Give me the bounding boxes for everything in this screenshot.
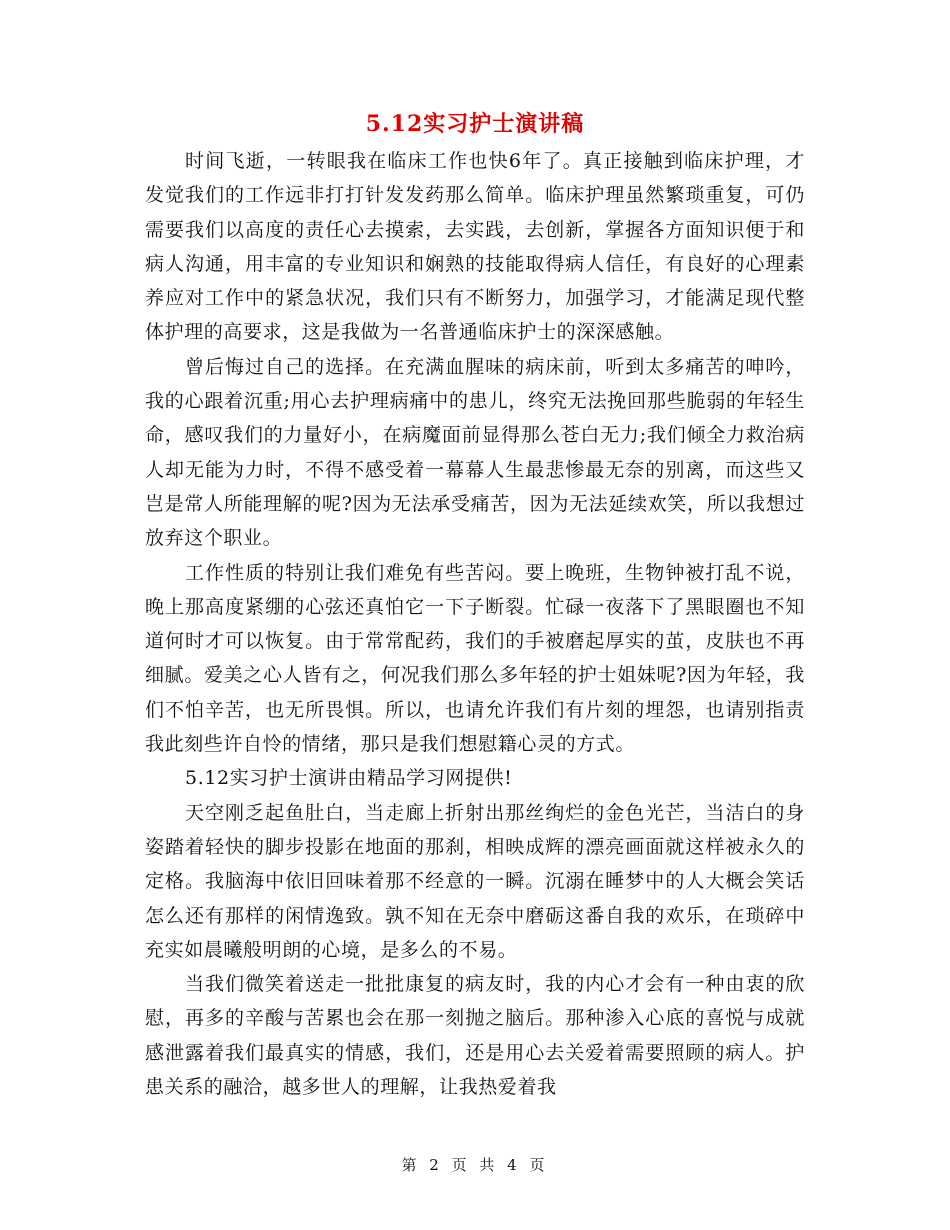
document-body [145, 144, 805, 1104]
paragraph-5: 天空刚乏起鱼肚白，当走廊上折射出那丝绚烂的金色光芒，当洁白的身姿踏着轻快的脚步投影在地面的那刹，相映成辉的漂亮画面就这样被永久的定格。我脑海中依旧回味着那不经意的一瞬。沉溺在睡梦中的人大概会笑话怎么还有那样的闲情逸致。孰不知在无奈中磨砺这番自我的欢乐，在琐碎中充实如晨曦般明朗的心境，是多么的不易。 [145, 801, 805, 961]
page-title: 5.12实习护士演讲稿 [365, 111, 585, 137]
paragraph-6: 当我们微笑着送走一批批康复的病友时，我的内心才会有一种由衷的欣慰，再多的辛酸与苦累也会在那一刻抛之脑后。那种渗入心底的喜悦与成就感泄露着我们最真实的情感，我们，还是用心去关爱着需要照顾的病人。护患关系的融洽，越多世人的理解，让我热爱着我 [145, 973, 805, 1099]
paragraph-1: 时间飞逝，一转眼我在临床工作也快6年了。真正接触到临床护理，才发觉我们的工作远非打打针发发药那么简单。临床护理虽然繁琐重复，可仍需要我们以高度的责任心去摸索，去实践，去创新，掌握各方面知识便于和病人沟通，用丰富的专业知识和娴熟的技能取得病人信任，有良好的心理素养应对工作中的紧急状况，我们只有不断努力，加强学习，才能满足现代整体护理的高要求，这是我做为一名普通临床护士的深深感触。 [145, 150, 805, 344]
paragraph-4: 5.12实习护士演讲由精品学习网提供! [185, 767, 513, 790]
paragraph-2: 曾后悔过自己的选择。在充满血腥味的病床前，听到太多痛苦的呻吟，我的心跟着沉重;用心去护理病痛中的患儿，终究无法挽回那些脆弱的年轻生命，感叹我们的力量好小，在病魔面前显得那么苍白无力;我们倾全力救治病人却无能为力时，不得不感受着一幕幕人生最悲惨最无奈的别离，而这些又岂是常人所能理解的呢?因为无法承受痛苦，因为无法延续欢笑，所以我想过放弃这个职业。 [145, 355, 805, 550]
page-footer: 第 2 页 共 4 页 [401, 1156, 549, 1174]
paragraph-3: 工作性质的特别让我们难免有些苦闷。要上晚班，生物钟被打乱不说，晚上那高度紧绷的心弦还真怕它一下子断裂。忙碌一夜落下了黑眼圈也不知道何时才可以恢复。由于常常配药，我们的手被磨起厚实的茧，皮肤也不再细腻。爱美之心人皆有之，何况我们那么多年轻的护士姐妹呢?因为年轻，我们不怕辛苦，也无所畏惧。所以，也请允许我们有片刻的埋怨，也请别指责我此刻些许自怜的情绪，那只是我们想慰籍心灵的方式。 [145, 561, 805, 756]
